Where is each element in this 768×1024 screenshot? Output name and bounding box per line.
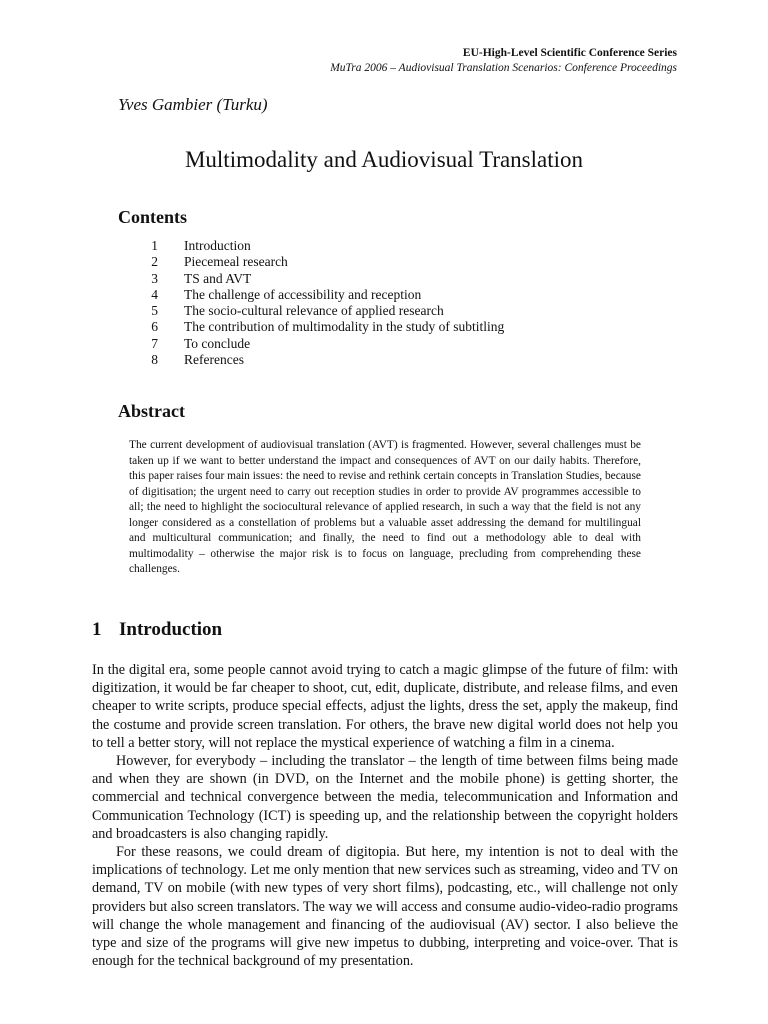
- section-body: [92, 661, 678, 970]
- table-of-contents: [118, 238, 598, 368]
- toc-number: 4: [151, 286, 158, 302]
- toc-number: 6: [151, 319, 158, 335]
- toc-number: 8: [151, 352, 158, 368]
- toc-label: To conclude: [184, 335, 251, 351]
- toc-label: The socio-cultural relevance of applied research: [184, 303, 444, 319]
- section-heading: [92, 619, 222, 641]
- toc-item: [118, 352, 598, 368]
- contents-heading: Contents: [118, 207, 188, 227]
- toc-number: 5: [151, 303, 158, 319]
- toc-number: 2: [151, 254, 158, 270]
- toc-label: References: [184, 352, 244, 368]
- body-paragraph: For these reasons, we could dream of digitopia. But here, my intention is not to deal with the implications of technology. Let me only mention that new services such as streaming, video and TV on demand, TV on mobile (with new types of very short films), podcasting, etc., will challenge not only providers but also screen translators. The way we will access and consume audio-video-radio programs will change the whole management and financing of the audiovisual (AV) sector. I also believe the type and size of the programs will give new impetus to dubbing, interpreting and voice-over. That is enough for the technical background of my presentation.: [92, 844, 678, 970]
- toc-label: Piecemeal research: [184, 254, 288, 270]
- proceedings-title: MuTra 2006 – Audiovisual Translation Scenarios: Conference Proceedings: [330, 62, 677, 74]
- toc-label: Introduction: [184, 238, 251, 253]
- toc-label: TS and AVT: [184, 270, 252, 286]
- toc-item: [118, 319, 598, 335]
- body-paragraph: However, for everybody – including the translator – the length of time between films being made and when they are shown (in DVD, on the Internet and the mobile phone) is getting shorter, the commercial and technical convergence between the media, telecommunication and Information and Communication Technology (ICT) is speeding up, and the relationship between the copyright holders and broadcasters is also changing rapidly.: [92, 753, 678, 842]
- abstract-heading: Abstract: [118, 401, 185, 421]
- section-number: 1: [92, 619, 102, 640]
- toc-item: [118, 238, 598, 254]
- body-paragraph: In the digital era, some people cannot avoid trying to catch a magic glimpse of the future of film: with digitization, it would be far cheaper to shoot, cut, edit, duplicate, distribute, and release films, and even cheaper to write scripts, produce special effects, adjust the lights, dress the set, apply the makeup, find the costume and provide screen translation. For others, the brave new digital world does not help you to tell a better story, will not replace the mystical experience of watching a film in a cinema.: [92, 662, 678, 751]
- conference-series: EU-High-Level Scientific Conference Series: [462, 47, 677, 59]
- running-header: [330, 46, 677, 76]
- toc-item: [118, 254, 598, 270]
- abstract-text: The current development of audiovisual translation (AVT) is fragmented. However, several challenges must be taken up if we want to better understand the impact and consequences of AVT on our daily habits. Therefore, this paper raises four main issues: the need to revise and rethink certain concepts in Translation Studies, because of digitisation; the urgent need to carry out reception studies in order to provide AV programmes accessible to all; the need to highlight the sociocultural relevance of applied research, in such a way that the field is not any longer considered as a constellation of problems but a valuable asset addressing the demand for multilingual and multicultural communication; and finally, the need to find out a methodology able to deal with multimodality – otherwise the major risk is to focus on language, precluding from comprehending these challenges.: [129, 439, 641, 575]
- section-title: Introduction: [119, 619, 223, 640]
- toc-number: 3: [151, 270, 158, 286]
- toc-label: The contribution of multimodality in the study of subtitling: [184, 319, 505, 335]
- toc-item: [118, 336, 598, 352]
- toc-number: 1: [151, 238, 158, 253]
- toc-number: 7: [151, 335, 158, 351]
- toc-label: The challenge of accessibility and reception: [184, 286, 422, 302]
- toc-item: [118, 271, 598, 287]
- paper-title: Multimodality and Audiovisual Translation: [184, 147, 584, 172]
- toc-item: [118, 303, 598, 319]
- author-name: Yves Gambier (Turku): [118, 95, 268, 114]
- toc-item: [118, 287, 598, 303]
